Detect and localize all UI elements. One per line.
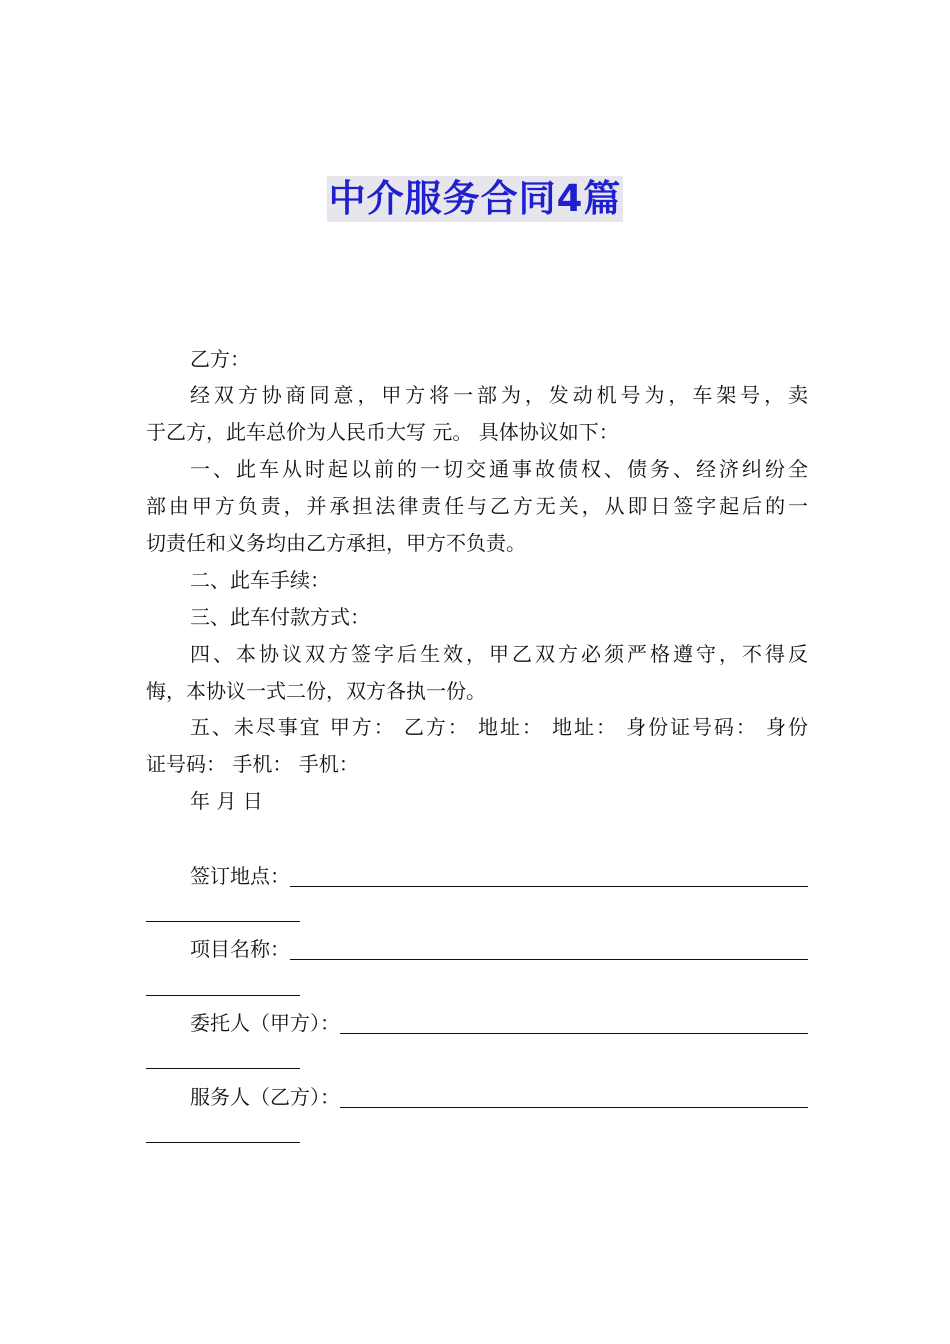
- paragraph5-line1: 五、未尽事宜 甲方： 乙方： 地址： 地址： 身份证号码： 身份: [190, 715, 808, 739]
- project-name-label: 项目名称：: [190, 937, 290, 961]
- service-label: 服务人（乙方）：: [190, 1085, 340, 1109]
- paragraph2-line3: 切责任和义务均由乙方承担，甲方不负责。: [146, 531, 526, 555]
- sign-date-row: [190, 1155, 808, 1185]
- client-blank: [340, 1011, 808, 1034]
- paragraph4-line2: 悔，本协议一式二份，双方各执一份。: [146, 679, 486, 703]
- client-blank-continued: [146, 1068, 300, 1069]
- service-row: [190, 1082, 808, 1112]
- project-name-row: [190, 934, 808, 964]
- sign-place-blank: [290, 864, 808, 887]
- date-line: 年 月 日: [190, 789, 263, 813]
- document-title: 中介服务合同4篇: [328, 177, 622, 220]
- service-blank-continued: [146, 1142, 300, 1143]
- title-container: [0, 176, 950, 222]
- item2-text: 二、此车手续：: [190, 568, 330, 592]
- project-name-blank: [290, 937, 808, 960]
- section1-heading-row: [146, 307, 808, 337]
- project-name-blank-continued: [146, 995, 300, 996]
- client-label: 委托人（甲方）：: [190, 1011, 340, 1035]
- sign-place-row: [190, 861, 808, 891]
- paragraph2-line2: 部由甲方负责，并承担法律责任与乙方无关，从即日签字起后的一: [146, 494, 808, 518]
- paragraph1-line1: 经双方协商同意，甲方将一部为，发动机号为，车架号，卖: [190, 383, 808, 407]
- paragraph1-line2: 于乙方，此车总价为人民币大写 元。 具体协议如下：: [146, 420, 619, 444]
- paragraph5-line2: 证号码： 手机： 手机：: [146, 752, 359, 776]
- client-row: [190, 1008, 808, 1038]
- party-b-label: 乙方：: [190, 347, 250, 371]
- paragraph4-line1: 四、本协议双方签字后生效，甲乙双方必须严格遵守，不得反: [190, 642, 808, 666]
- valid-period-row: [190, 1192, 808, 1222]
- service-blank: [340, 1085, 808, 1108]
- section2-heading-row: [146, 823, 808, 853]
- sign-place-label: 签订地点：: [190, 864, 290, 888]
- item3-text: 三、此车付款方式：: [190, 605, 370, 629]
- sign-place-blank-continued: [146, 921, 300, 922]
- paragraph2-line1: 一、此车从时起以前的一切交通事故债权、债务、经济纠纷全: [190, 457, 808, 481]
